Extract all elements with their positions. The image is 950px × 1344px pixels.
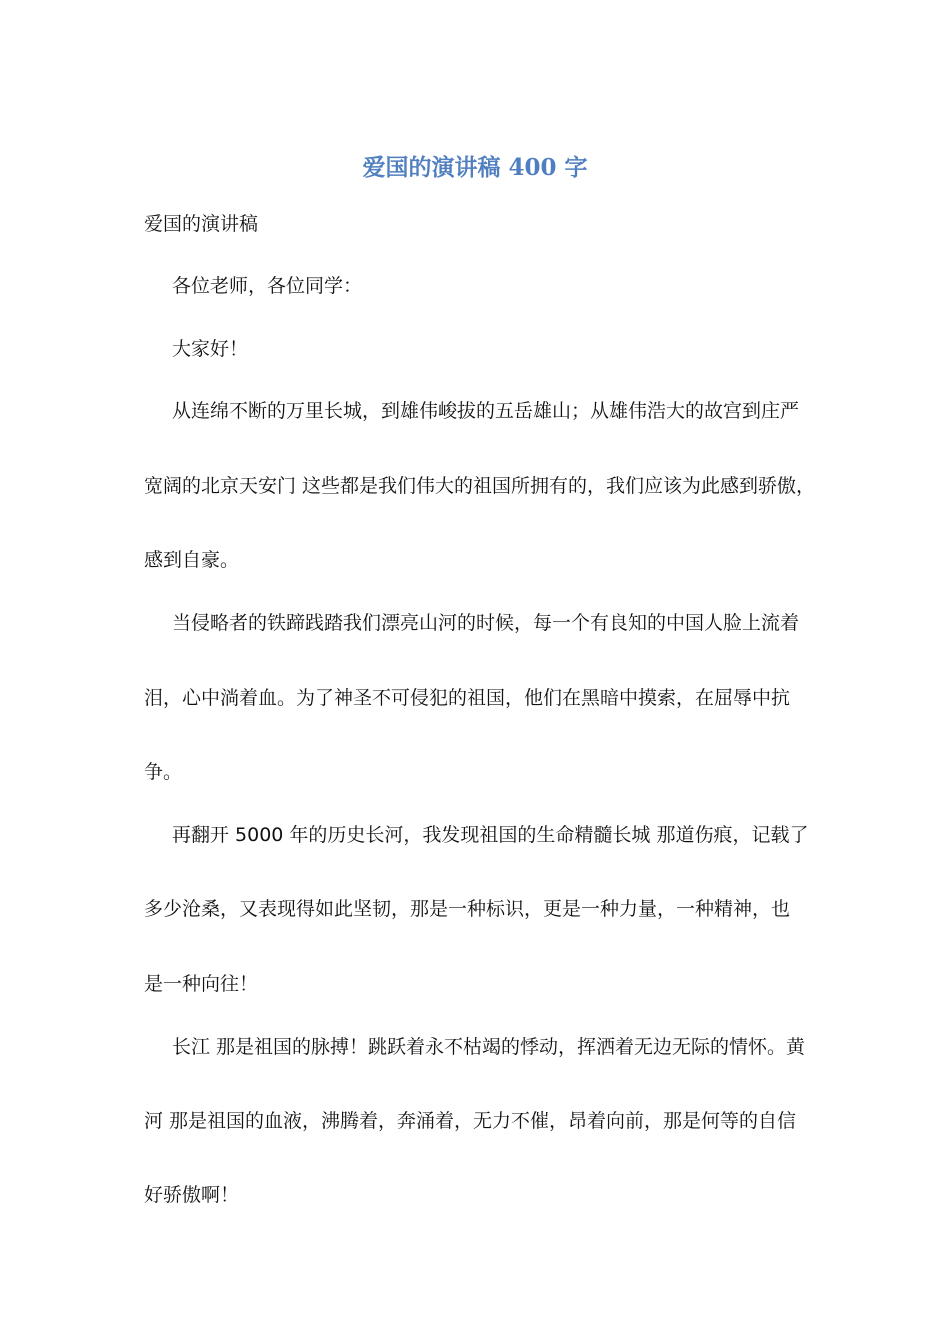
paragraph-3-line-3: 是一种向往！ — [144, 973, 259, 995]
paragraph-2-line-3: 争。 — [144, 761, 183, 783]
paragraph-4-line-1: 长江 那是祖国的脉搏！跳跃着永不枯竭的悸动，挥洒着无边无际的情怀。黄 — [172, 1036, 806, 1058]
salutation-line: 各位老师，各位同学： — [172, 275, 363, 297]
paragraph-3-line-2: 多少沧桑，又表现得如此坚韧，那是一种标识，更是一种力量，一种精神，也 — [144, 898, 791, 920]
paragraph-2-line-2: 泪，心中淌着血。为了神圣不可侵犯的祖国，他们在黑暗中摸索，在屈辱中抗 — [144, 687, 791, 709]
paragraph-4-line-3: 好骄傲啊！ — [144, 1184, 240, 1206]
paragraph-1-line-1: 从连绵不断的万里长城，到雄伟峻拔的五岳雄山；从雄伟浩大的故宫到庄严 — [172, 400, 800, 422]
document-subtitle: 爱国的演讲稿 — [144, 213, 259, 235]
greeting-line: 大家好！ — [172, 338, 249, 360]
document-title: 爱国的演讲稿 400 字 — [362, 154, 588, 181]
paragraph-1-line-2: 宽阔的北京天安门 这些都是我们伟大的祖国所拥有的，我们应该为此感到骄傲， — [144, 475, 816, 497]
paragraph-2-line-1: 当侵略者的铁蹄践踏我们漂亮山河的时候，每一个有良知的中国人脸上流着 — [172, 612, 800, 634]
paragraph-1-line-3: 感到自豪。 — [144, 549, 240, 571]
paragraph-4-line-2: 河 那是祖国的血液，沸腾着，奔涌着，无力不催，昂着向前，那是何等的自信 — [144, 1110, 797, 1132]
paragraph-3-line-1: 再翻开 5000 年的历史长河，我发现祖国的生命精髓长城 那道伤痕，记载了 — [172, 824, 809, 846]
